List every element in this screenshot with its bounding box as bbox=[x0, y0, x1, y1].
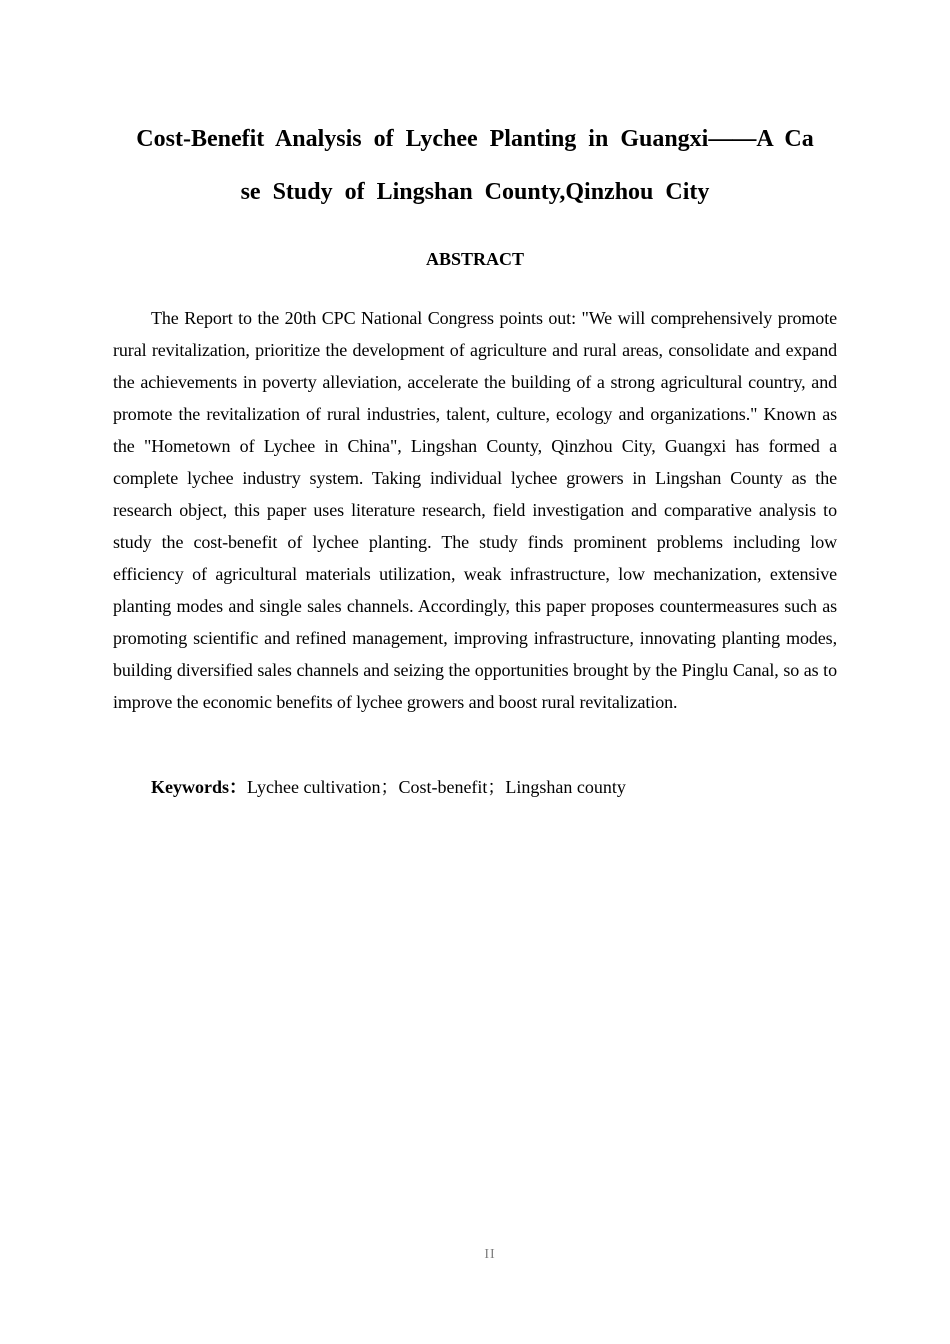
paper-title-line-2: se Study of Lingshan County,Qinzhou City bbox=[240, 179, 710, 205]
abstract-body: The Report to the 20th CPC National Congress points out: "We will comprehensively promote rural revitalization, prioritize the development of agriculture and rural areas, consolidate and expand the achievements in poverty alleviation, accelerate the building of a strong agricultural country, and promote the revitalization of rural industries, talent, culture, ecology and organizations." Known as the "Hometown of Lychee in China", Lingshan County, Qinzhou City, Guangxi has formed a complete lychee industry system. Taking individual lychee growers in Lingshan County as the research object, this paper uses literature research, field investigation and comparative analysis to study the cost-benefit of lychee planting. The study finds prominent problems including low efficiency of agricultural materials utilization, weak infrastructure, low mechanization, extensive planting modes and single sales channels. Accordingly, this paper proposes countermeasures such as promoting scientific and refined management, improving infrastructure, innovating planting modes, building diversified sales channels and seizing the opportunities brought by the Pinglu Canal, so as to improve the economic benefits of lychee growers and boost rural revitalization. bbox=[113, 308, 837, 712]
keywords-label: Keywords： bbox=[151, 777, 247, 797]
page-number: II bbox=[484, 1247, 496, 1262]
keywords-line bbox=[151, 771, 626, 803]
abstract-heading: ABSTRACT bbox=[425, 249, 525, 269]
paper-title-line-1: Cost-Benefit Analysis of Lychee Planting in Guangxi——A Ca bbox=[136, 126, 814, 152]
keywords-text: Lychee cultivation；Cost-benefit；Lingshan county bbox=[247, 777, 626, 797]
